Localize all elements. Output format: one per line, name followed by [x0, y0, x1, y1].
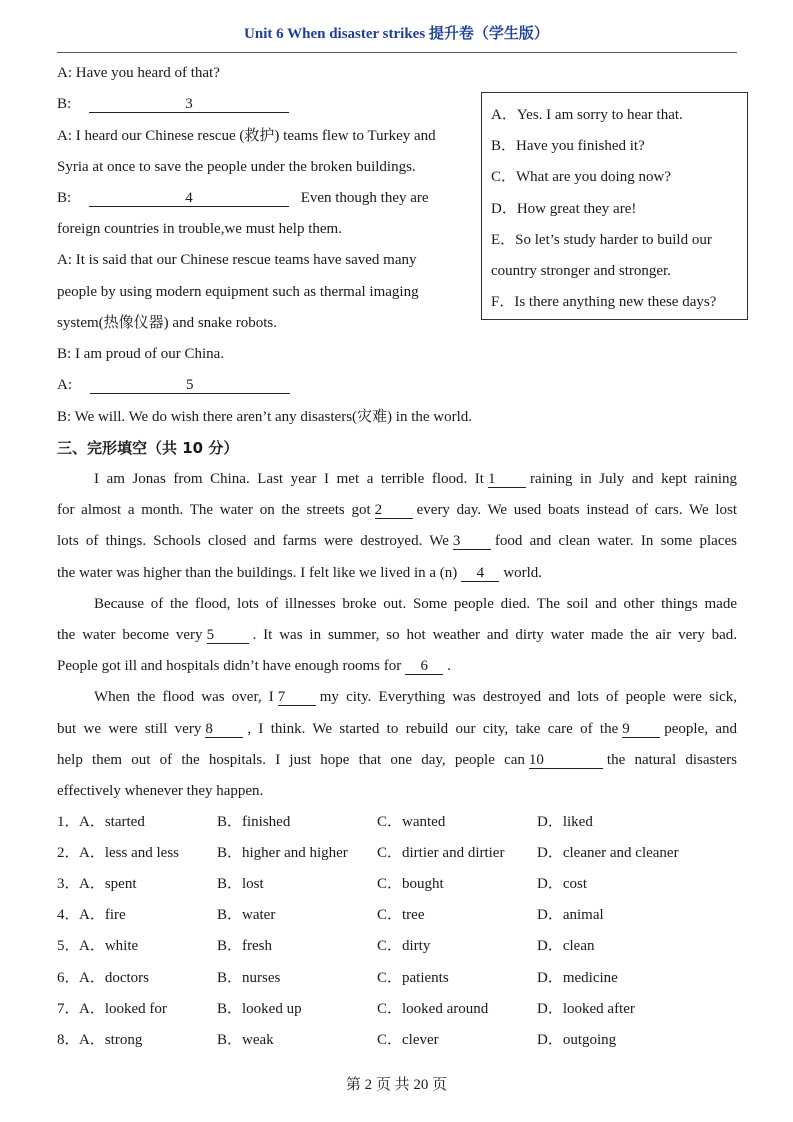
speaker: B: [57, 190, 72, 206]
question-number: 8． [57, 1032, 80, 1048]
dialogue-line: B: I am proud of our China. [57, 346, 225, 362]
dialogue-line: system(热像仪器) and snake robots. [57, 315, 277, 331]
header-divider [57, 52, 737, 53]
cloze-blank-1[interactable]: 1 [488, 471, 526, 488]
option-f: F．Is there anything new these days? [491, 294, 717, 310]
question-number: 1． [57, 814, 80, 830]
passage-line: the water become very 5 . It was in summer, so hot weather and dirty water made the air very bad. [57, 627, 738, 643]
question-number: 4． [57, 907, 80, 923]
passage-line: When the flood was over, I 7 my city. Everything was destroyed and lots of people were sick, [94, 689, 738, 705]
choice-d[interactable]: D．looked after [537, 1001, 635, 1017]
section-title: 三、完形填空（共 10 分） [57, 439, 239, 457]
passage-line: Because of the flood, lots of illnesses broke out. Some people died. The soil and other things made [94, 596, 737, 612]
choice-c[interactable]: C．patients [377, 970, 449, 986]
speaker: B: [57, 346, 72, 362]
choice-a[interactable]: A．white [79, 938, 139, 954]
choice-d[interactable]: D．clean [537, 938, 595, 954]
option-e-continued: country stronger and stronger. [491, 263, 671, 279]
choice-b[interactable]: B．water [217, 907, 276, 923]
dialogue-line: A: Have you heard of that? [57, 65, 220, 81]
question-number: 3． [57, 876, 80, 892]
cloze-blank-3[interactable]: 3 [453, 533, 491, 550]
speaker: A: [57, 65, 72, 81]
passage-line: the water was higher than the buildings. I felt like we lived in a (n) 4 world. [57, 565, 543, 581]
cloze-blank-8[interactable]: 8 [205, 721, 243, 738]
speaker: A: [57, 252, 72, 268]
choice-c[interactable]: C．tree [377, 907, 425, 923]
question-number: 7． [57, 1001, 80, 1017]
passage-line: lots of things. Schools closed and farms were destroyed. We 3 food and clean water. In some places [57, 533, 737, 549]
cloze-blank-5[interactable]: 5 [207, 627, 249, 644]
dialogue-line: Syria at once to save the people under the broken buildings. [57, 159, 416, 175]
choice-d[interactable]: D．liked [537, 814, 593, 830]
passage-line: effectively whenever they happen. [57, 783, 264, 799]
cloze-blank-9[interactable]: 9 [622, 721, 660, 738]
choice-c[interactable]: C．clever [377, 1032, 439, 1048]
answer-blank-4[interactable]: 4 [89, 190, 289, 207]
answer-blank-5[interactable]: 5 [90, 377, 290, 394]
option-c: C．What are you doing now? [491, 169, 671, 185]
choice-c[interactable]: C．dirtier and dirtier [377, 845, 505, 861]
cloze-blank-2[interactable]: 2 [375, 502, 413, 519]
choice-a[interactable]: A．started [79, 814, 145, 830]
page-footer: 第 2 页 共 20 页 [345, 1077, 448, 1093]
cloze-blank-6[interactable]: 6 [405, 658, 443, 675]
choice-a[interactable]: A．less and less [79, 845, 179, 861]
choice-b[interactable]: B．finished [217, 814, 291, 830]
choice-b[interactable]: B．weak [217, 1032, 274, 1048]
speaker: B: [57, 409, 72, 425]
dialogue-line: people by using modern equipment such as thermal imaging [57, 284, 419, 300]
dialogue-line: A: I heard our Chinese rescue (救护) teams flew to Turkey and [57, 128, 436, 144]
choice-c[interactable]: C．bought [377, 876, 444, 892]
choice-a[interactable]: A．strong [79, 1032, 143, 1048]
option-a: A．Yes. I am sorry to hear that. [491, 107, 683, 123]
question-number: 6． [57, 970, 80, 986]
passage-line: People got ill and hospitals didn’t have enough rooms for 6 . [57, 658, 452, 674]
passage-line: I am Jonas from China. Last year I met a terrible flood. It 1 raining in July and kept raining [94, 471, 737, 487]
choice-a[interactable]: A．doctors [79, 970, 149, 986]
choice-a[interactable]: A．looked for [79, 1001, 167, 1017]
options-box [481, 92, 748, 320]
answer-blank-3[interactable]: 3 [89, 96, 289, 113]
option-e: E．So let’s study harder to build our [491, 232, 712, 248]
page-header: Unit 6 When disaster strikes 提升卷（学生版） [244, 26, 549, 42]
choice-b[interactable]: B．nurses [217, 970, 281, 986]
choice-a[interactable]: A．spent [79, 876, 137, 892]
choice-a[interactable]: A．fire [79, 907, 126, 923]
question-number: 2． [57, 845, 80, 861]
option-d: D．How great they are! [491, 201, 637, 217]
speaker: A: [57, 128, 72, 144]
passage-line: help them out of the hospitals. I just hope that one day, people can 10 the natural disasters [57, 752, 737, 768]
passage-line: for almost a month. The water on the streets got 2 every day. We used boats instead of cars. We lost [57, 502, 737, 518]
choice-d[interactable]: D．animal [537, 907, 604, 923]
choice-d[interactable]: D．medicine [537, 970, 618, 986]
choice-d[interactable]: D．cost [537, 876, 587, 892]
cloze-blank-4[interactable]: 4 [461, 565, 499, 582]
choice-c[interactable]: C．looked around [377, 1001, 489, 1017]
speaker: A: [57, 377, 72, 393]
dialogue-line: foreign countries in trouble,we must help them. [57, 221, 342, 237]
choice-c[interactable]: C．wanted [377, 814, 446, 830]
choice-b[interactable]: B．higher and higher [217, 845, 348, 861]
option-b: B．Have you finished it? [491, 138, 645, 154]
speaker: B: [57, 96, 72, 112]
dialogue-line [57, 375, 294, 395]
dialogue-line [57, 94, 293, 114]
choice-b[interactable]: B．looked up [217, 1001, 302, 1017]
dialogue-line: A: It is said that our Chinese rescue teams have saved many [57, 252, 417, 268]
cloze-blank-7[interactable]: 7 [278, 689, 316, 706]
choice-c[interactable]: C．dirty [377, 938, 431, 954]
cloze-blank-10[interactable]: 10 [529, 752, 603, 769]
question-number: 5． [57, 938, 80, 954]
choice-b[interactable]: B．fresh [217, 938, 272, 954]
passage-line: but we were still very 8 , I think. We started to rebuild our city, take care of the 9 people, and [57, 721, 737, 737]
dialogue-line: B: We will. We do wish there aren’t any disasters(灾难) in the world. [57, 409, 473, 425]
choice-d[interactable]: D．cleaner and cleaner [537, 845, 679, 861]
choice-b[interactable]: B．lost [217, 876, 264, 892]
dialogue-line: B: 4 Even though they are [57, 190, 429, 206]
choice-d[interactable]: D．outgoing [537, 1032, 617, 1048]
